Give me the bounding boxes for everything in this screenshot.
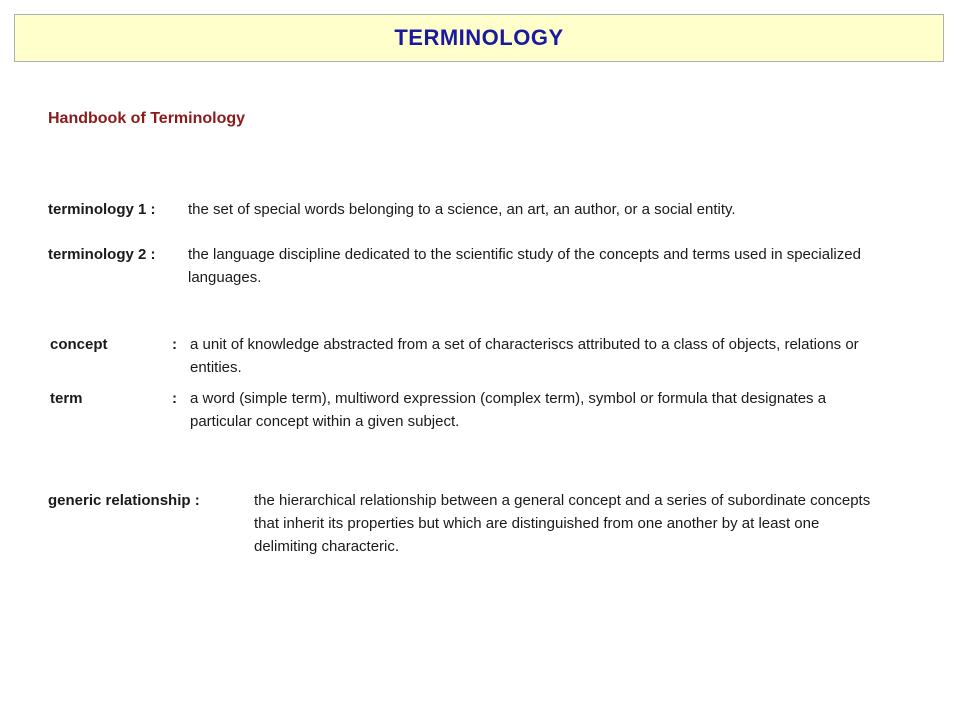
page-title: TERMINOLOGY xyxy=(394,25,564,50)
definition-terminology-1 xyxy=(48,198,928,222)
definition-generic-relationship xyxy=(48,489,928,561)
term-definition: the hierarchical relationship between a general concept and a series of subordinate concepts that inherit its properties but which are distinguished from one another by at least one delimiting characteric. xyxy=(254,492,871,555)
term-definition: a unit of knowledge abstracted from a set of characteriscs attributed to a class of objects, relations or entities. xyxy=(190,336,859,376)
term-colon: : xyxy=(172,390,177,407)
term-label: term xyxy=(50,390,83,407)
definition-term xyxy=(50,387,930,435)
term-definition: the set of special words belonging to a science, an art, an author, or a social entity. xyxy=(188,201,736,218)
definition-terminology-2 xyxy=(48,243,928,291)
term-label: generic relationship : xyxy=(48,492,200,509)
term-definition: a word (simple term), multiword expression (complex term), symbol or formula that designates a particular concept within a given subject. xyxy=(190,390,827,430)
term-label: concept xyxy=(50,336,108,353)
definition-concept xyxy=(50,333,930,381)
section-heading: Handbook of Terminology xyxy=(48,110,246,127)
term-colon: : xyxy=(172,336,177,353)
term-definition: the language discipline dedicated to the scientific study of the concepts and terms used in specialized languages. xyxy=(188,246,861,286)
term-label: terminology 1 : xyxy=(48,201,156,218)
term-label: terminology 2 : xyxy=(48,246,156,263)
title-banner xyxy=(14,14,944,62)
